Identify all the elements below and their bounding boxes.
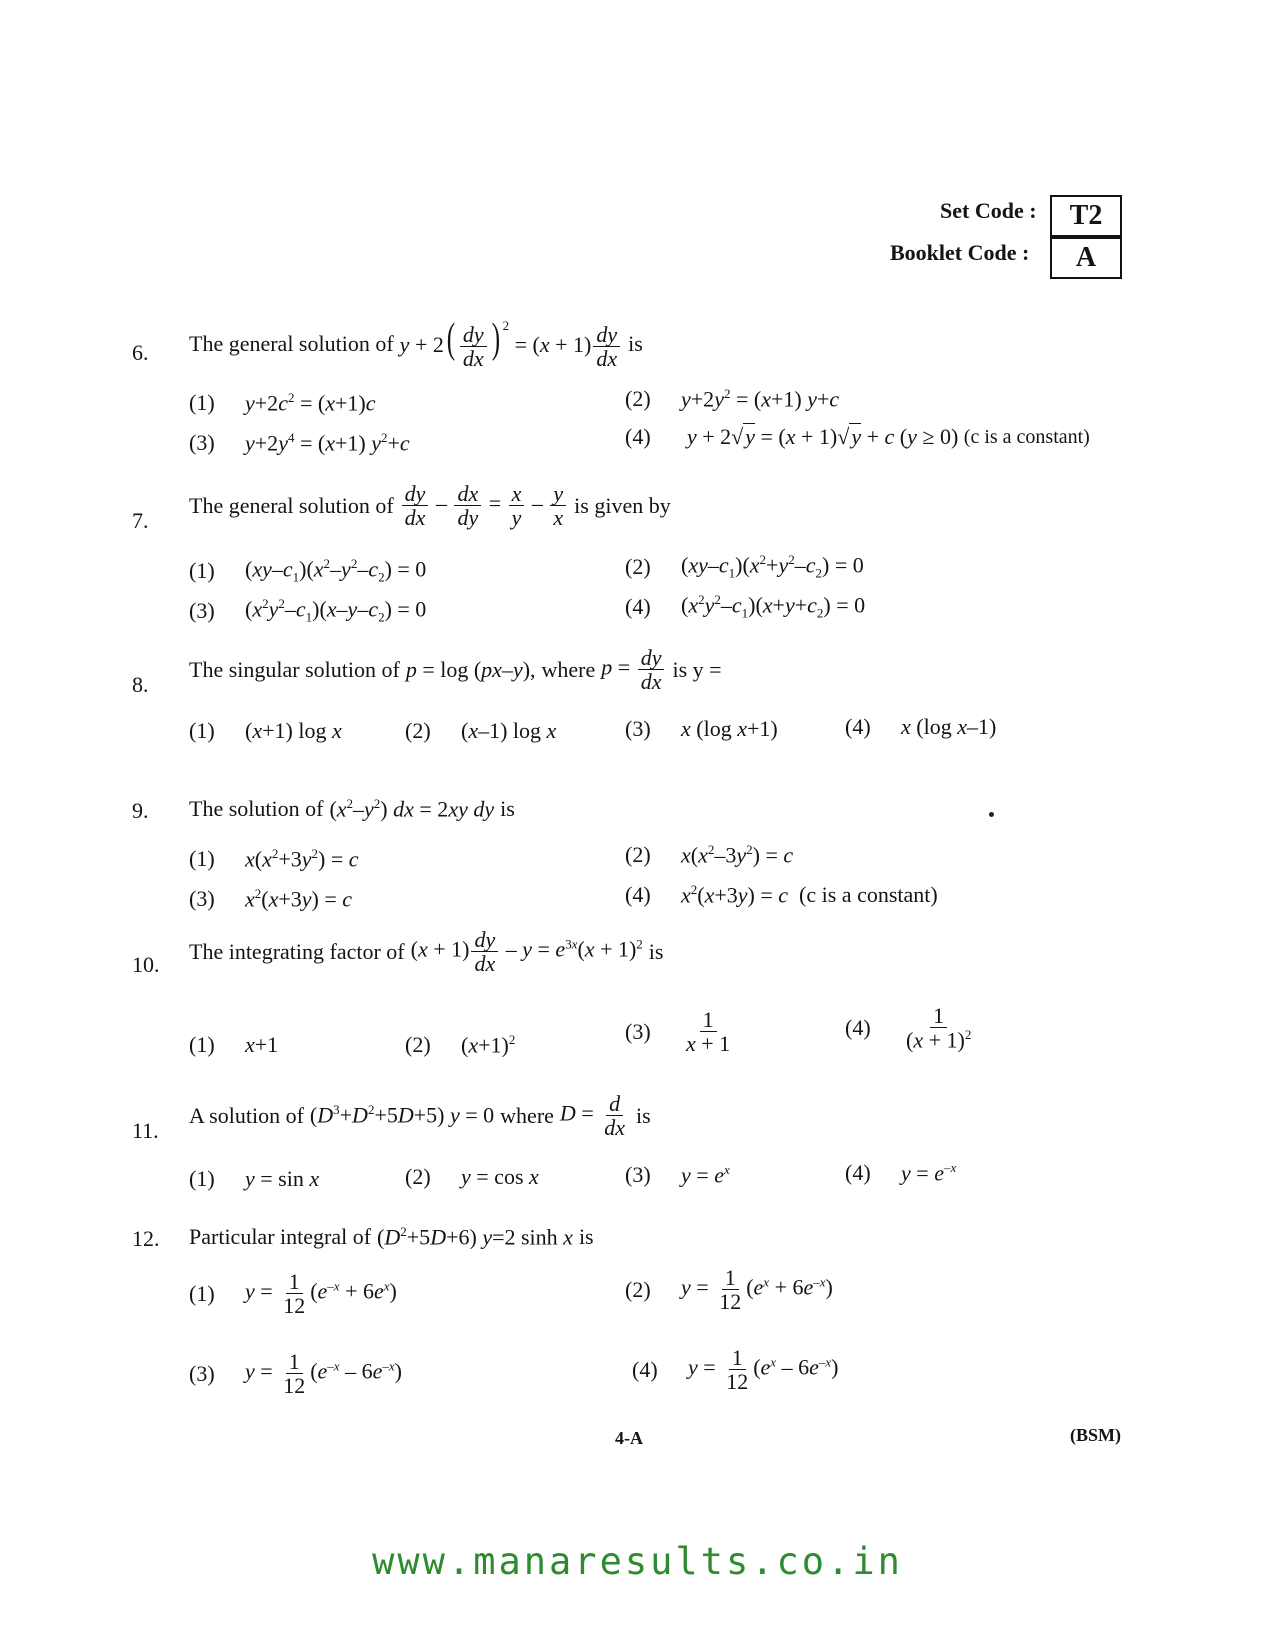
question-number: 6. — [132, 340, 149, 365]
question-number: 12. — [132, 1226, 160, 1251]
option[interactable]: (3) $x^2(x+3y) = c$ — [189, 886, 353, 912]
option[interactable]: (4) y = $\frac{1}{12}$ $(e^x - 6e^{-x})$ — [632, 1345, 839, 1395]
option[interactable]: (4) y + 2√y = (x + 1)√y + c (y ≥ 0) (c is a constant) — [625, 424, 1090, 449]
option[interactable]: (1) y = sin x — [189, 1166, 320, 1191]
constant-note: (c is a constant) — [963, 425, 1090, 448]
question-number: 9. — [132, 798, 149, 823]
booklet-code-row — [890, 240, 1029, 266]
equation: p = log (px–y), — [405, 656, 536, 682]
option-number: (2) — [625, 842, 651, 868]
option-number: (2) — [405, 718, 431, 743]
question-9-text — [189, 796, 515, 822]
option[interactable]: (4) $(x^2y^2-c_1)(x+y+c_2) = 0$ — [625, 592, 866, 621]
option-number: (2) — [625, 386, 651, 412]
question-10-text — [189, 928, 663, 975]
option[interactable]: (2) y = cos x — [405, 1164, 539, 1189]
option-number: (3) — [189, 886, 215, 912]
option[interactable]: (2) (x–1) log x — [405, 718, 557, 743]
option[interactable]: (1) $y+2c^2 = (x+1)c$ — [189, 390, 376, 416]
option[interactable]: (1) x+1 — [189, 1032, 279, 1057]
option[interactable]: (4) x (log x–1) — [845, 714, 997, 739]
question-text: The general solution of — [189, 492, 394, 518]
option-number: (1) — [189, 846, 215, 872]
option-number: (4) — [845, 1014, 871, 1040]
stray-dot — [989, 812, 994, 817]
option-number: (2) — [405, 1164, 431, 1189]
option-number: (4) — [625, 882, 651, 908]
question-text-end: is — [636, 1102, 651, 1128]
question-text-mid: where — [541, 656, 596, 682]
question-text: The singular solution of — [189, 656, 400, 682]
option[interactable]: (1) $(xy-c_1)(x^2-y^2-c_2) = 0$ — [189, 556, 427, 585]
option[interactable]: (4) $y = e^{-x}$ — [845, 1160, 957, 1186]
option-number: (3) — [189, 597, 215, 623]
option-number: (1) — [189, 557, 215, 583]
option[interactable]: (1) (x+1) log x — [189, 718, 342, 743]
option-number: (4) — [845, 714, 871, 739]
question-6-text — [189, 318, 643, 371]
option[interactable]: (1) y = $\frac{1}{12}$ $(e^{-x} + 6e^x)$ — [189, 1269, 397, 1319]
option[interactable]: (3) $\frac{1}{x + 1}$ — [625, 1007, 731, 1057]
option[interactable]: (2) $y+2y^2 = (x+1)$ y+c — [625, 386, 840, 412]
option[interactable]: (4) $\frac{1}{(x + 1)^2}$ — [845, 1003, 972, 1053]
option[interactable]: (2) $x(x^2-3y^2) = c$ — [625, 842, 794, 868]
option-number: (4) — [845, 1160, 871, 1186]
question-text: The general solution of — [189, 331, 394, 357]
constant-note: (c is a constant) — [799, 882, 938, 908]
option-number: (3) — [625, 716, 651, 741]
option-number: (3) — [625, 1018, 651, 1044]
question-text-end: is — [578, 1224, 594, 1250]
question-text-end: is — [500, 796, 515, 822]
question-text: The integrating factor of — [189, 938, 405, 964]
set-code-label: Set Code : — [940, 198, 1037, 223]
question-text-end: is y = — [672, 656, 722, 682]
option[interactable]: (2) $(xy-c_1)(x^2+y^2-c_2) = 0$ — [625, 552, 864, 581]
equation: $\frac{dy}{dx}$ – $\frac{dx}{dy}$ = $\frac{x}{y}$ – $\frac{y}{x}$ — [400, 482, 568, 529]
question-number: 8. — [132, 672, 149, 697]
equation: $(x^2-y^2)$ dx = 2xy dy — [329, 796, 495, 822]
equation: y + 2( $\frac{dy}{dx}$ ) $^2$ = (x + 1) $\frac{dy}{dx}$ — [400, 318, 622, 371]
website-watermark[interactable]: www.manaresults.co.in — [372, 1540, 903, 1583]
option[interactable]: (3) $(x^2y^2-c_1)(x-y-c_2) = 0$ — [189, 596, 427, 625]
question-number: 7. — [132, 508, 149, 533]
paper-code: (BSM) — [1070, 1425, 1121, 1445]
question-text-mid: where — [500, 1102, 554, 1128]
option-number: (3) — [189, 430, 215, 456]
question-number: 10. — [132, 952, 160, 977]
booklet-code-box: A — [1050, 237, 1122, 279]
question-number: 11. — [132, 1118, 159, 1143]
option[interactable]: (3) $y+2y^4 = (x+1)$ $y^2+c$ — [189, 430, 410, 456]
option[interactable]: (3) $y = e^x$ — [625, 1162, 730, 1188]
option-number: (4) — [625, 424, 651, 449]
question-text: The solution of — [189, 796, 324, 822]
option[interactable]: (3) x (log x+1) — [625, 716, 778, 741]
question-text-end: is — [628, 331, 643, 357]
question-11-text — [189, 1092, 651, 1139]
option-number: (3) — [625, 1162, 651, 1188]
option-number: (2) — [625, 1276, 651, 1302]
set-code-box: T2 — [1050, 195, 1122, 237]
option-number: (1) — [189, 1280, 215, 1306]
option-number: (1) — [189, 1032, 215, 1057]
question-text: A solution of — [189, 1102, 304, 1128]
equation: (x + 1) $\frac{dy}{dx}$ – $y = e^{3x}(x + 1)^2$ — [410, 927, 643, 977]
option[interactable]: (1) $x(x^2+3y^2) = c$ — [189, 846, 359, 872]
option-number: (4) — [632, 1356, 658, 1382]
option-number: (4) — [625, 593, 651, 619]
option-number: (1) — [189, 390, 215, 416]
question-8-text — [189, 646, 722, 693]
option-number: (3) — [189, 1360, 215, 1386]
option[interactable]: (4) $x^2(x+3y) = c$ (c is a constant) — [625, 882, 938, 908]
equation: $(D^2+5D+6)$ y=2 sinh x — [377, 1224, 573, 1250]
question-text-end: is — [648, 938, 664, 964]
option-number: (1) — [189, 1166, 215, 1191]
booklet-code-label: Booklet Code : — [890, 240, 1030, 265]
option-number: (2) — [405, 1032, 431, 1058]
page-number: 4-A — [615, 1428, 643, 1448]
question-12-text — [189, 1224, 594, 1250]
equation: p = $\frac{dy}{dx}$ — [601, 646, 666, 693]
question-text-end: is given by — [574, 492, 671, 518]
option[interactable]: (2) $(x+1)^2$ — [405, 1032, 516, 1058]
option[interactable]: (3) y = $\frac{1}{12}$ $(e^{-x} - 6e^{-x})$ — [189, 1349, 402, 1399]
question-7-text — [189, 482, 671, 529]
option-number: (2) — [625, 553, 651, 579]
equation: D = $\frac{d}{dx}$ — [559, 1091, 625, 1141]
option-number: (1) — [189, 718, 215, 743]
equation: $(D^3+D^2+5D+5) y = 0$ — [309, 1102, 495, 1128]
option[interactable]: (2) y = $\frac{1}{12}$ $(e^x + 6e^{-x})$ — [625, 1265, 833, 1315]
question-text: Particular integral of — [189, 1224, 372, 1250]
